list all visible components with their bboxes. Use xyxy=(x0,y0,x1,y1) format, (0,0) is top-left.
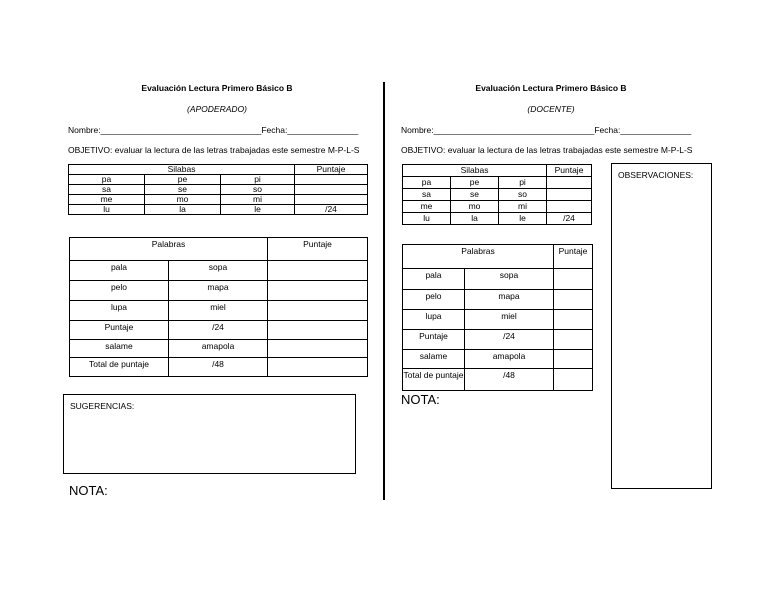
table-cell: se xyxy=(145,185,221,195)
table-row xyxy=(403,177,592,189)
table-row xyxy=(70,261,368,281)
table-cell: miel xyxy=(465,310,554,330)
table-cell: /24 xyxy=(465,330,554,350)
table-cell: so xyxy=(499,189,547,201)
table-cell: pi xyxy=(499,177,547,189)
table-row xyxy=(70,321,368,340)
nombre-fecha-line: Nombre:__________________________________Fecha:_______________ xyxy=(401,125,692,135)
table-row xyxy=(70,301,368,321)
objetivo-text: OBJETIVO: evaluar la lectura de las letras trabajadas este semestre M-P-L-S xyxy=(68,145,360,155)
table-row xyxy=(403,350,593,369)
table-cell: sopa xyxy=(465,269,554,290)
table-row xyxy=(403,290,593,310)
table-row xyxy=(70,281,368,301)
table-cell xyxy=(268,321,368,340)
table-cell xyxy=(547,177,592,189)
table-cell: pa xyxy=(69,175,145,185)
table-cell: /24 xyxy=(295,205,368,215)
table-cell: Total de puntaje xyxy=(403,369,465,391)
table-cell xyxy=(295,195,368,205)
table-cell xyxy=(268,261,368,281)
silabas-header: Silabas xyxy=(403,165,547,177)
silabas-header: Silabas xyxy=(69,165,295,175)
table-cell xyxy=(554,330,593,350)
table-cell: pala xyxy=(70,261,169,281)
palabras-table xyxy=(402,244,593,391)
table-cell: se xyxy=(451,189,499,201)
puntaje-header: Puntaje xyxy=(295,165,368,175)
palabras-table xyxy=(69,237,368,377)
palabras-header: Palabras xyxy=(403,245,554,269)
table-cell xyxy=(554,290,593,310)
table-cell xyxy=(554,269,593,290)
table-row xyxy=(69,195,368,205)
observaciones-label: OBSERVACIONES: xyxy=(618,170,694,180)
table-cell: pe xyxy=(451,177,499,189)
table-cell: mi xyxy=(221,195,295,205)
sugerencias-box[interactable] xyxy=(63,394,356,474)
table-cell: pelo xyxy=(403,290,465,310)
table-row xyxy=(403,310,593,330)
table-cell: lupa xyxy=(70,301,169,321)
nota-label: NOTA: xyxy=(69,483,108,498)
silabas-table xyxy=(68,164,368,215)
table-cell: mo xyxy=(451,201,499,213)
table-cell: pa xyxy=(403,177,451,189)
palabras-puntaje-header: Puntaje xyxy=(268,238,368,261)
table-cell: le xyxy=(221,205,295,215)
table-cell: la xyxy=(451,213,499,225)
table-cell: mapa xyxy=(169,281,268,301)
silabas-table xyxy=(402,164,592,225)
table-row xyxy=(70,358,368,377)
page-divider xyxy=(383,82,385,500)
observaciones-box[interactable] xyxy=(611,163,712,489)
table-row xyxy=(403,330,593,350)
table-cell: pi xyxy=(221,175,295,185)
nota-label: NOTA: xyxy=(401,392,440,407)
table-row xyxy=(403,269,593,290)
table-cell: le xyxy=(499,213,547,225)
table-cell: sa xyxy=(69,185,145,195)
table-cell xyxy=(268,358,368,377)
table-cell xyxy=(554,310,593,330)
table-row xyxy=(403,369,593,391)
table-cell: lu xyxy=(69,205,145,215)
table-cell: me xyxy=(403,201,451,213)
table-cell xyxy=(268,340,368,358)
table-cell xyxy=(554,369,593,391)
table-cell: mapa xyxy=(465,290,554,310)
table-cell: Puntaje xyxy=(70,321,169,340)
table-cell: la xyxy=(145,205,221,215)
table-cell: amapola xyxy=(169,340,268,358)
table-cell: salame xyxy=(70,340,169,358)
table-cell: sa xyxy=(403,189,451,201)
table-cell: salame xyxy=(403,350,465,369)
table-cell: amapola xyxy=(465,350,554,369)
table-cell: Puntaje xyxy=(403,330,465,350)
table-row xyxy=(69,185,368,195)
objetivo-text: OBJETIVO: evaluar la lectura de las letras trabajadas este semestre M-P-L-S xyxy=(401,145,693,155)
table-cell xyxy=(547,201,592,213)
page-subtitle: (DOCENTE) xyxy=(527,104,575,114)
table-cell: miel xyxy=(169,301,268,321)
table-cell: lupa xyxy=(403,310,465,330)
table-cell xyxy=(295,185,368,195)
table-row xyxy=(69,205,368,215)
table-cell: me xyxy=(69,195,145,205)
table-cell: Total de puntaje xyxy=(70,358,169,377)
table-cell: /24 xyxy=(169,321,268,340)
table-cell xyxy=(554,350,593,369)
table-cell: /24 xyxy=(547,213,592,225)
table-cell xyxy=(295,175,368,185)
page-title: Evaluación Lectura Primero Básico B xyxy=(141,83,293,93)
table-cell: /48 xyxy=(169,358,268,377)
nombre-fecha-line: Nombre:__________________________________Fecha:_______________ xyxy=(68,125,359,135)
table-cell: mi xyxy=(499,201,547,213)
palabras-puntaje-header: Puntaje xyxy=(554,245,593,269)
puntaje-header: Puntaje xyxy=(547,165,592,177)
table-cell: pe xyxy=(145,175,221,185)
table-cell xyxy=(268,301,368,321)
table-cell: pala xyxy=(403,269,465,290)
table-row xyxy=(403,201,592,213)
table-cell: pelo xyxy=(70,281,169,301)
table-row xyxy=(69,175,368,185)
table-cell: lu xyxy=(403,213,451,225)
table-row xyxy=(403,189,592,201)
table-cell xyxy=(268,281,368,301)
table-cell: so xyxy=(221,185,295,195)
table-row xyxy=(403,213,592,225)
table-cell: mo xyxy=(145,195,221,205)
page-subtitle: (APODERADO) xyxy=(187,104,247,114)
page-title: Evaluación Lectura Primero Básico B xyxy=(475,83,627,93)
table-cell xyxy=(547,189,592,201)
table-row xyxy=(70,340,368,358)
table-cell: sopa xyxy=(169,261,268,281)
palabras-header: Palabras xyxy=(70,238,268,261)
sugerencias-label: SUGERENCIAS: xyxy=(70,401,135,411)
table-cell: /48 xyxy=(465,369,554,391)
